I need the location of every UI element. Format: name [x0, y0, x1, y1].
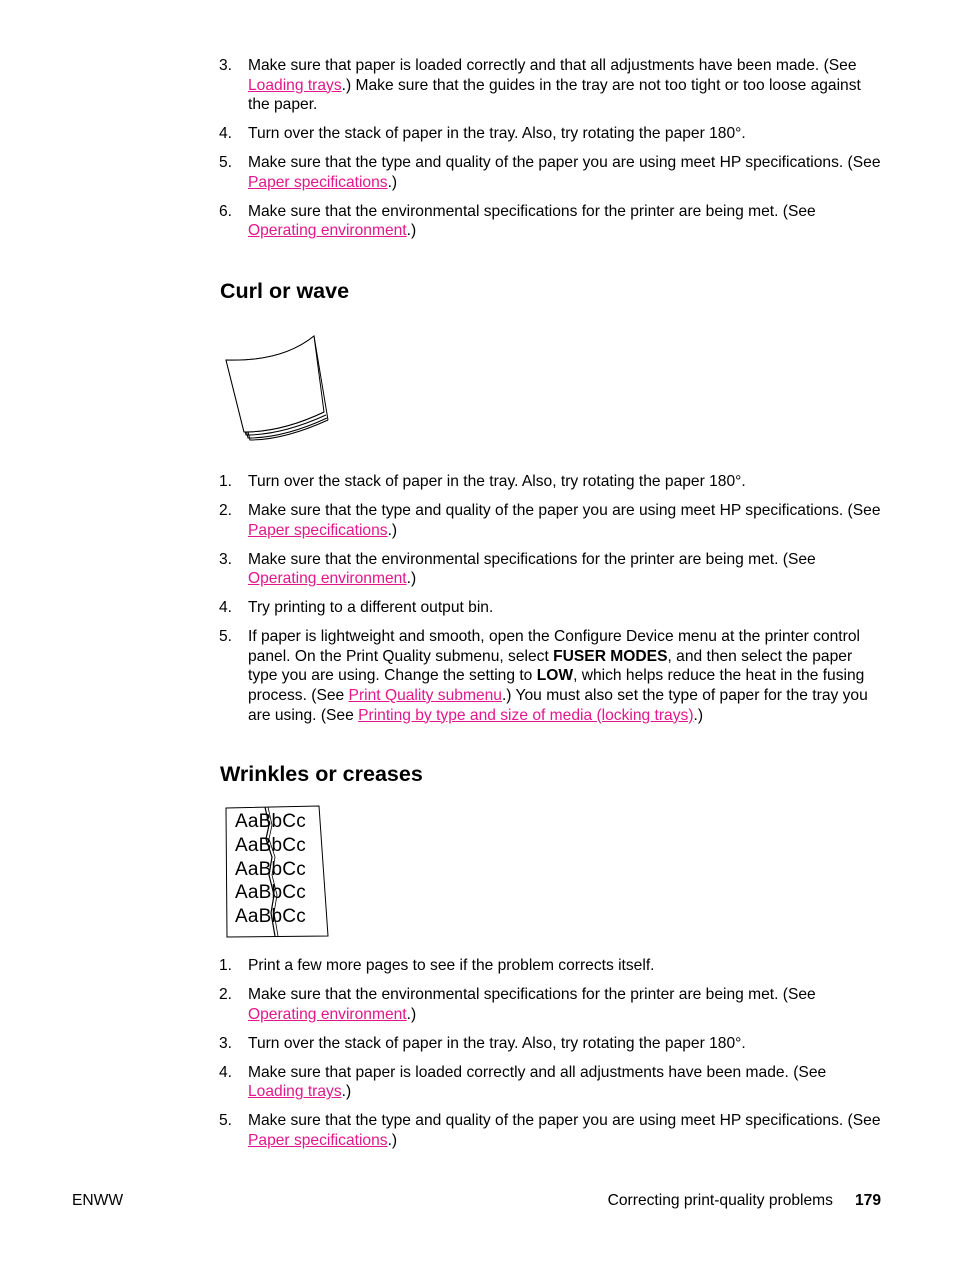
body-text: Make sure that paper is loaded correctly and all adjustments have been made. (See: [248, 1063, 827, 1081]
cross-reference-link[interactable]: Loading trays: [248, 76, 342, 94]
sample-text-line: AaBbCc: [235, 882, 306, 904]
list-top: [219, 56, 881, 250]
list-item: [219, 124, 881, 144]
cross-reference-link[interactable]: Operating environment: [248, 1005, 407, 1023]
list-item: [219, 956, 881, 976]
cross-reference-link[interactable]: Paper specifications: [248, 521, 388, 539]
body-text: .): [387, 1131, 398, 1149]
body-text: Make sure that the environmental specifications for the printer are being met. (See: [248, 202, 816, 220]
body-text: Print a few more pages to see if the problem corrects itself.: [248, 957, 655, 974]
menu-setting-name: FUSER MODES: [553, 647, 668, 665]
list-number: 6.: [219, 202, 233, 220]
list-item: [219, 985, 881, 1024]
body-text: .): [693, 706, 704, 724]
list-number: 2.: [219, 501, 233, 519]
body-text: Make sure that the environmental specifications for the printer are being met. (See: [248, 985, 816, 1003]
curled-paper-illustration: [222, 332, 334, 444]
list-number: 3.: [219, 57, 233, 74]
list-number: 1.: [219, 957, 233, 974]
list-item: [219, 550, 881, 589]
list-wrinkle: [219, 956, 881, 1160]
list-number: 4.: [219, 125, 233, 143]
cross-reference-link[interactable]: Paper specifications: [248, 1131, 388, 1149]
list-item: [219, 472, 881, 492]
list-number: 2.: [219, 985, 233, 1003]
list-item: [219, 56, 881, 115]
list-item: [219, 1034, 881, 1054]
page-number: 179: [854, 1192, 881, 1209]
body-text: If paper is lightweight and smooth, open the Configure Device menu at the printer control panel. On the Print Quality submenu, select: [248, 628, 860, 665]
body-text: Turn over the stack of paper in the tray. Also, try rotating the paper 180°.: [248, 125, 746, 143]
heading-curl-or-wave: Curl or wave: [220, 279, 350, 303]
body-text: Make sure that the type and quality of the paper you are using meet HP specifications. (See: [248, 154, 881, 172]
cross-reference-link[interactable]: Loading trays: [248, 1083, 342, 1101]
list-item: [219, 501, 881, 540]
body-text: Try printing to a different output bin.: [248, 599, 494, 617]
body-text: .): [387, 173, 398, 191]
list-number: 3.: [219, 1034, 233, 1052]
heading-wrinkles-or-creases: Wrinkles or creases: [220, 762, 423, 786]
body-text: Make sure that the type and quality of the paper you are using meet HP specifications. (See: [248, 1112, 881, 1130]
cross-reference-link[interactable]: Operating environment: [248, 222, 407, 240]
body-text: .) Make sure that the guides in the tray are not too tight or too loose against the paper.: [248, 76, 861, 114]
list-number: 5.: [219, 1112, 233, 1130]
list-number: 4.: [219, 599, 233, 617]
body-text: , and then select the paper type you are using. Change the setting to: [248, 647, 853, 685]
body-text: .): [341, 1083, 352, 1101]
body-text: Make sure that paper is loaded correctly and that all adjustments have been made. (See: [248, 57, 857, 74]
cross-reference-link[interactable]: Print Quality submenu: [348, 686, 502, 704]
sample-text-line: AaBbCc: [235, 834, 306, 856]
list-number: 1.: [219, 473, 233, 490]
list-number: 5.: [219, 154, 233, 172]
list-item: [219, 153, 881, 192]
body-text: .): [406, 570, 417, 588]
list-item: [219, 598, 881, 618]
menu-setting-name: LOW: [536, 667, 574, 685]
footer-left: ENWW: [72, 1192, 124, 1209]
list-item: [219, 627, 881, 725]
wrinkled-page-illustration: [225, 805, 331, 939]
footer-section-title: Correcting print-quality problems: [607, 1192, 833, 1209]
list-item: [219, 1063, 881, 1102]
list-number: 4.: [219, 1063, 233, 1081]
sample-text-line: AaBbCc: [235, 906, 306, 928]
body-text: Make sure that the type and quality of the paper you are using meet HP specifications. (See: [248, 501, 881, 519]
footer-right: [608, 1192, 881, 1210]
body-text: .): [387, 521, 398, 539]
list-number: 3.: [219, 550, 233, 568]
body-text: .): [406, 222, 417, 240]
list-item: [219, 202, 881, 241]
body-text: .): [406, 1005, 417, 1023]
list-curl: [219, 472, 881, 734]
sample-text-lines: [235, 810, 306, 929]
sample-text-line: AaBbCc: [235, 811, 306, 832]
cross-reference-link[interactable]: Operating environment: [248, 570, 407, 588]
body-text: Turn over the stack of paper in the tray. Also, try rotating the paper 180°.: [248, 473, 746, 490]
body-text: , which helps reduce the heat in the fusing process. (See: [248, 667, 865, 704]
sample-text-line: AaBbCc: [235, 858, 306, 880]
body-text: .) You must also set the type of paper for the tray you are using. (See: [248, 686, 868, 724]
cross-reference-link[interactable]: Paper specifications: [248, 173, 388, 191]
cross-reference-link[interactable]: Printing by type and size of media (locking trays): [358, 706, 694, 724]
list-item: [219, 1111, 881, 1150]
list-number: 5.: [219, 628, 233, 646]
body-text: Make sure that the environmental specifications for the printer are being met. (See: [248, 550, 816, 568]
body-text: Turn over the stack of paper in the tray. Also, try rotating the paper 180°.: [248, 1034, 746, 1052]
